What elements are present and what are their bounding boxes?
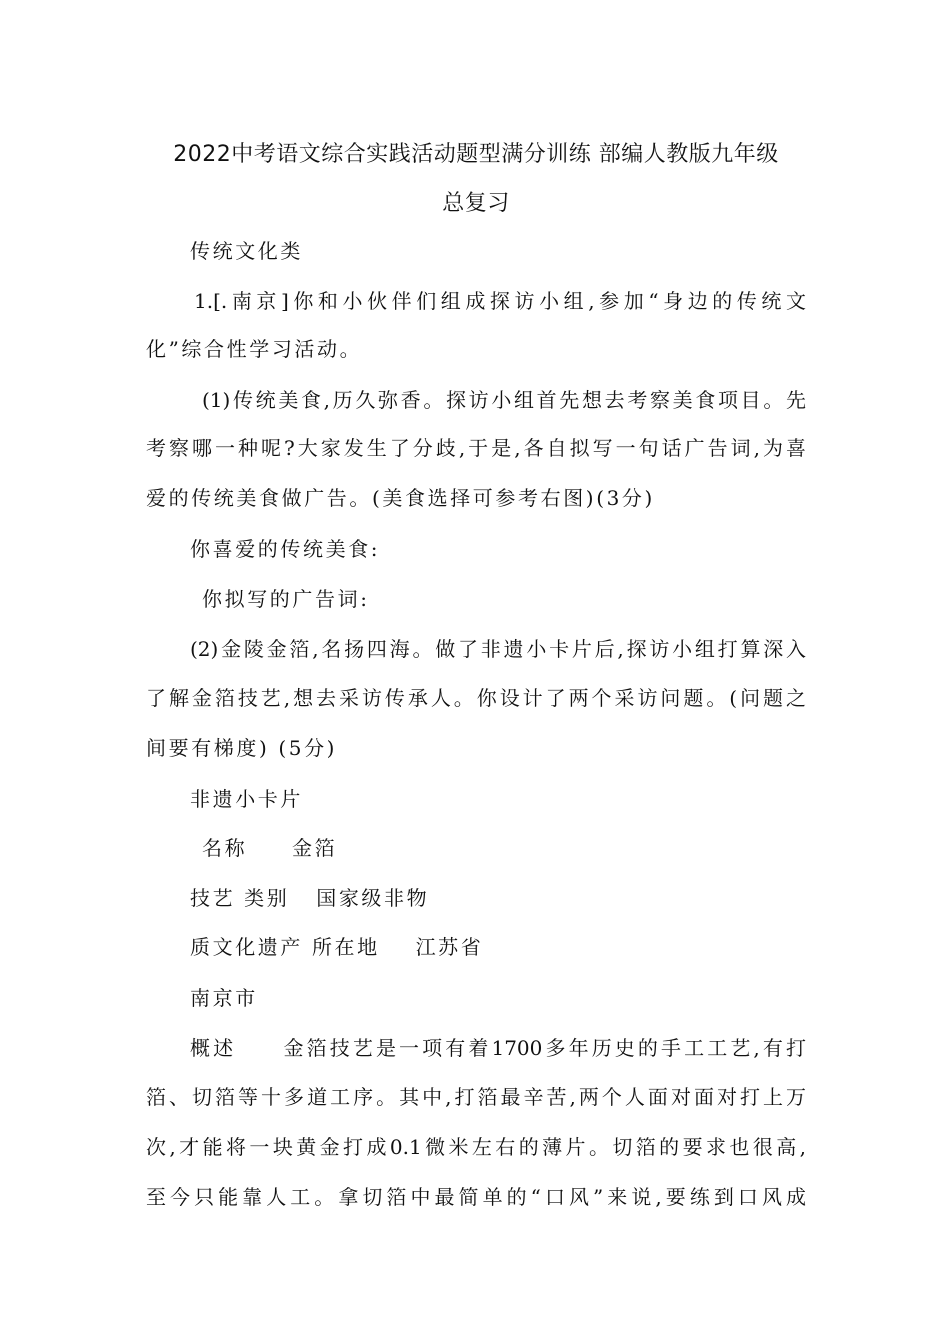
overview-line-1: 概述 金箔技艺是一项有着1700多年历史的手工工艺,有打 <box>190 1036 806 1060</box>
part-1-line-2: 考察哪一种呢?大家发生了分歧,于是,各自拟写一句话广告词,为喜 <box>146 436 806 460</box>
part-2-line-2: 了解金箔技艺,想去采访传承人。你设计了两个采访问题。(问题之 <box>146 686 806 710</box>
document-title-line-1: 2022中考语文综合实践活动题型满分训练 部编人教版九年级 <box>173 142 779 167</box>
section-heading: 传统文化类 <box>190 239 303 263</box>
overview-line-4: 至今只能靠人工。拿切箔中最简单的“口风”来说,要练到口风成 <box>146 1185 806 1209</box>
part-2-line-1: (2)金陵金箔,名扬四海。做了非遗小卡片后,探访小组打算深入 <box>190 637 806 661</box>
part-1-line-1: (1)传统美食,历久弥香。探访小组首先想去考察美食项目。先 <box>202 388 806 412</box>
card-category-row: 技艺 类别 国家级非物 <box>190 886 430 910</box>
part-2-line-3: 间要有梯度) (5分) <box>146 736 338 760</box>
card-city-row: 南京市 <box>190 986 258 1010</box>
fill-ad-slogan: 你拟写的广告词: <box>202 587 370 611</box>
part-1-line-3: 爱的传统美食做广告。(美食选择可参考右图)(3分) <box>146 486 655 510</box>
document-title-line-2: 总复习 <box>442 191 510 216</box>
question-1-line-1: 1.[.南京]你和小伙伴们组成探访小组,参加“身边的传统文 <box>194 289 806 313</box>
fill-favorite-food: 你喜爱的传统美食: <box>190 537 381 561</box>
card-location-row: 质文化遗产 所在地 江苏省 <box>190 935 484 959</box>
overview-line-3: 次,才能将一块黄金打成0.1微米左右的薄片。切箔的要求也很高, <box>146 1135 806 1159</box>
card-name-row: 名称 金箔 <box>202 836 338 860</box>
overview-line-2: 箔、切箔等十多道工序。其中,打箔最辛苦,两个人面对面对打上万 <box>146 1085 806 1109</box>
card-title: 非遗小卡片 <box>190 787 303 811</box>
question-1-line-2: 化”综合性学习活动。 <box>146 337 363 361</box>
